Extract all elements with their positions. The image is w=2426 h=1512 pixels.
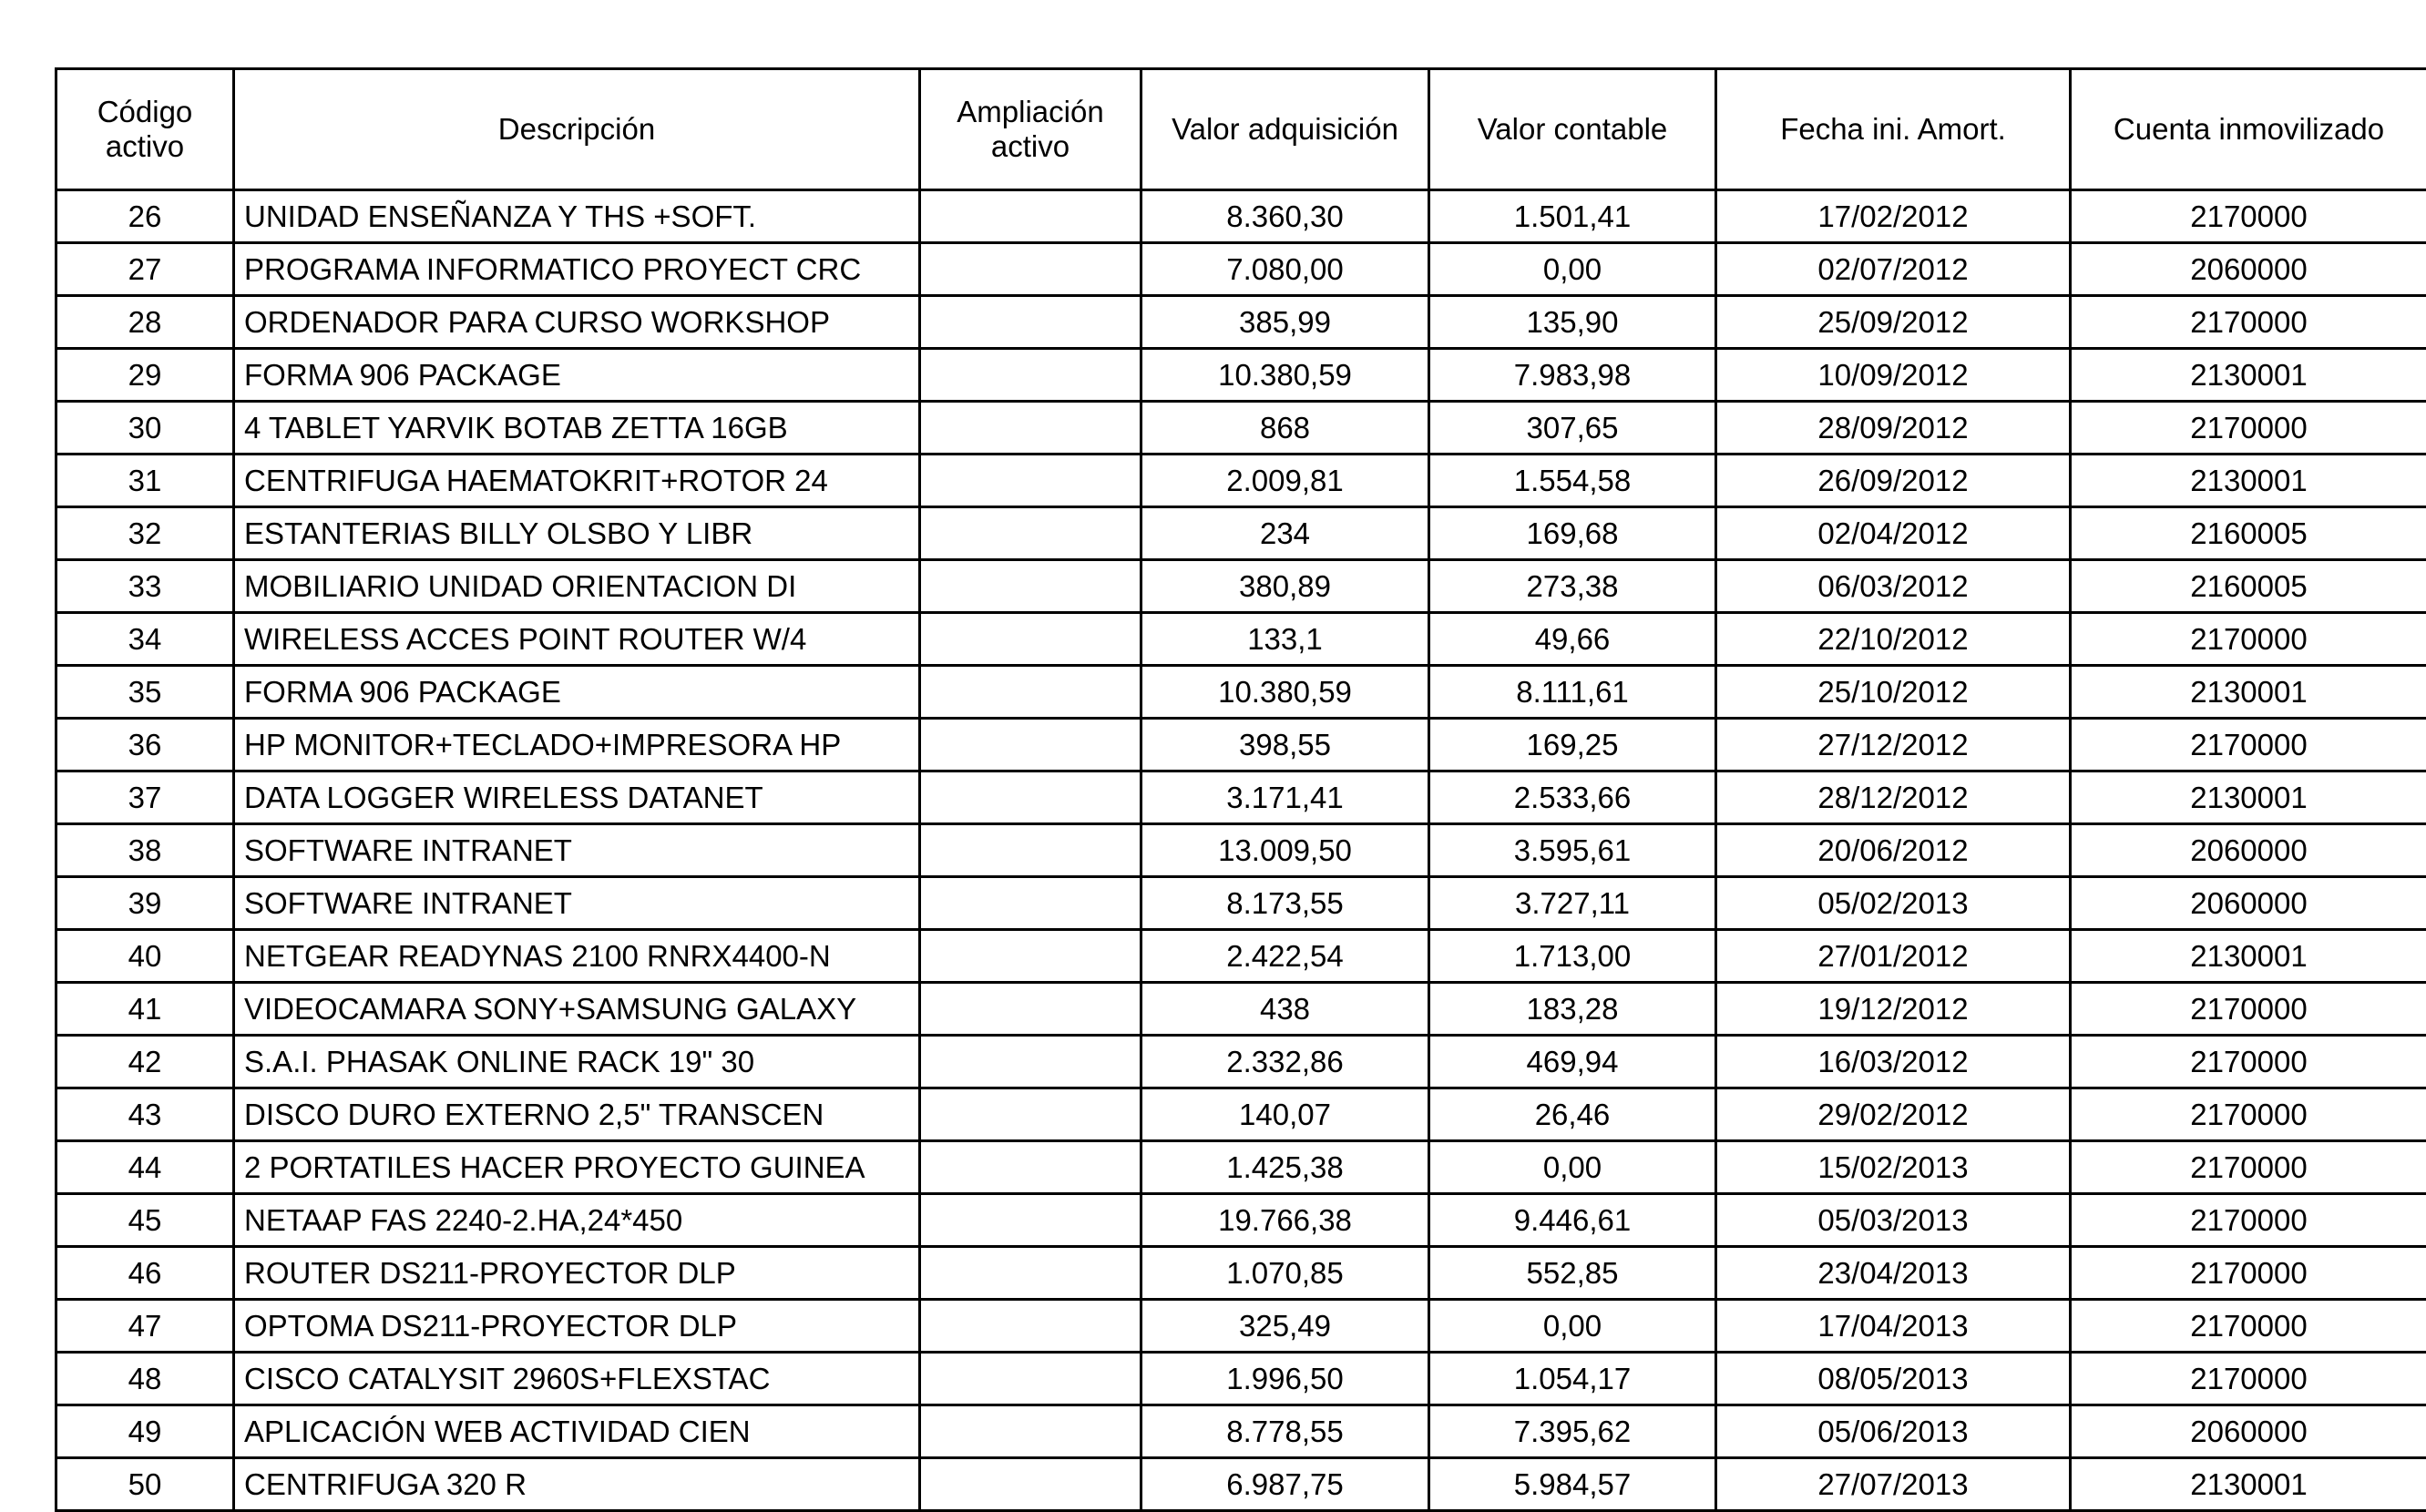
cell-ampliacion-activo (920, 455, 1141, 507)
cell-cuenta-inmovilizado: 2170000 (2071, 613, 2426, 666)
cell-ampliacion-activo (920, 349, 1141, 402)
cell-valor-adquisicion: 8.778,55 (1141, 1405, 1429, 1458)
cell-valor-contable: 552,85 (1429, 1247, 1716, 1300)
cell-valor-adquisicion: 380,89 (1141, 560, 1429, 613)
cell-cuenta-inmovilizado: 2170000 (2071, 1088, 2426, 1141)
cell-fecha-ini-amort: 25/09/2012 (1716, 296, 2071, 349)
cell-valor-contable: 1.054,17 (1429, 1353, 1716, 1405)
cell-codigo-activo: 31 (56, 455, 234, 507)
cell-descripcion: ESTANTERIAS BILLY OLSBO Y LIBR (234, 507, 920, 560)
cell-cuenta-inmovilizado: 2130001 (2071, 771, 2426, 824)
cell-fecha-ini-amort: 29/02/2012 (1716, 1088, 2071, 1141)
cell-valor-adquisicion: 2.422,54 (1141, 930, 1429, 983)
cell-valor-adquisicion: 19.766,38 (1141, 1194, 1429, 1247)
cell-cuenta-inmovilizado: 2060000 (2071, 877, 2426, 930)
cell-valor-contable: 7.983,98 (1429, 349, 1716, 402)
cell-valor-adquisicion: 8.360,30 (1141, 190, 1429, 243)
cell-valor-contable: 1.713,00 (1429, 930, 1716, 983)
cell-cuenta-inmovilizado: 2170000 (2071, 1247, 2426, 1300)
cell-valor-contable: 9.446,61 (1429, 1194, 1716, 1247)
cell-descripcion: HP MONITOR+TECLADO+IMPRESORA HP (234, 719, 920, 771)
cell-fecha-ini-amort: 28/12/2012 (1716, 771, 2071, 824)
cell-ampliacion-activo (920, 613, 1141, 666)
cell-descripcion: PROGRAMA INFORMATICO PROYECT CRC (234, 243, 920, 296)
cell-descripcion: ROUTER DS211-PROYECTOR DLP (234, 1247, 920, 1300)
header-descripcion: Descripción (234, 69, 920, 190)
cell-fecha-ini-amort: 10/09/2012 (1716, 349, 2071, 402)
cell-fecha-ini-amort: 23/04/2013 (1716, 1247, 2071, 1300)
cell-fecha-ini-amort: 02/04/2012 (1716, 507, 2071, 560)
header-row (56, 69, 2426, 190)
table-row (56, 1458, 2426, 1511)
cell-cuenta-inmovilizado: 2130001 (2071, 455, 2426, 507)
cell-descripcion: SOFTWARE INTRANET (234, 877, 920, 930)
header-fecha-ini-amort: Fecha ini. Amort. (1716, 69, 2071, 190)
cell-ampliacion-activo (920, 983, 1141, 1036)
cell-codigo-activo: 46 (56, 1247, 234, 1300)
cell-descripcion: APLICACIÓN WEB ACTIVIDAD CIEN (234, 1405, 920, 1458)
header-valor-contable: Valor contable (1429, 69, 1716, 190)
cell-valor-adquisicion: 3.171,41 (1141, 771, 1429, 824)
cell-cuenta-inmovilizado: 2130001 (2071, 349, 2426, 402)
cell-descripcion: FORMA 906 PACKAGE (234, 349, 920, 402)
cell-fecha-ini-amort: 16/03/2012 (1716, 1036, 2071, 1088)
cell-ampliacion-activo (920, 1141, 1141, 1194)
cell-codigo-activo: 45 (56, 1194, 234, 1247)
cell-fecha-ini-amort: 27/07/2013 (1716, 1458, 2071, 1511)
cell-valor-contable: 135,90 (1429, 296, 1716, 349)
cell-codigo-activo: 30 (56, 402, 234, 455)
cell-cuenta-inmovilizado: 2170000 (2071, 1194, 2426, 1247)
cell-fecha-ini-amort: 02/07/2012 (1716, 243, 2071, 296)
table-row (56, 1405, 2426, 1458)
cell-cuenta-inmovilizado: 2130001 (2071, 1458, 2426, 1511)
cell-valor-adquisicion: 133,1 (1141, 613, 1429, 666)
cell-descripcion: NETGEAR READYNAS 2100 RNRX4400-N (234, 930, 920, 983)
cell-descripcion: NETAAP FAS 2240-2.HA,24*450 (234, 1194, 920, 1247)
table-row (56, 243, 2426, 296)
table-row (56, 1353, 2426, 1405)
cell-ampliacion-activo (920, 243, 1141, 296)
cell-valor-contable: 0,00 (1429, 243, 1716, 296)
cell-valor-contable: 1.554,58 (1429, 455, 1716, 507)
cell-valor-contable: 0,00 (1429, 1300, 1716, 1353)
cell-ampliacion-activo (920, 1247, 1141, 1300)
cell-descripcion: 2 PORTATILES HACER PROYECTO GUINEA (234, 1141, 920, 1194)
cell-codigo-activo: 48 (56, 1353, 234, 1405)
cell-valor-contable: 183,28 (1429, 983, 1716, 1036)
cell-ampliacion-activo (920, 296, 1141, 349)
cell-valor-contable: 26,46 (1429, 1088, 1716, 1141)
cell-valor-adquisicion: 1.996,50 (1141, 1353, 1429, 1405)
header-codigo-activo: Código activo (56, 69, 234, 190)
table-row (56, 719, 2426, 771)
cell-fecha-ini-amort: 22/10/2012 (1716, 613, 2071, 666)
cell-fecha-ini-amort: 19/12/2012 (1716, 983, 2071, 1036)
table-row (56, 983, 2426, 1036)
cell-fecha-ini-amort: 27/01/2012 (1716, 930, 2071, 983)
cell-codigo-activo: 33 (56, 560, 234, 613)
cell-ampliacion-activo (920, 877, 1141, 930)
cell-cuenta-inmovilizado: 2170000 (2071, 983, 2426, 1036)
cell-fecha-ini-amort: 25/10/2012 (1716, 666, 2071, 719)
table-row (56, 349, 2426, 402)
cell-codigo-activo: 43 (56, 1088, 234, 1141)
cell-descripcion: OPTOMA DS211-PROYECTOR DLP (234, 1300, 920, 1353)
cell-valor-contable: 3.595,61 (1429, 824, 1716, 877)
cell-descripcion: DATA LOGGER WIRELESS DATANET (234, 771, 920, 824)
cell-ampliacion-activo (920, 1194, 1141, 1247)
table-row (56, 560, 2426, 613)
cell-cuenta-inmovilizado: 2170000 (2071, 1036, 2426, 1088)
cell-codigo-activo: 44 (56, 1141, 234, 1194)
table-row (56, 507, 2426, 560)
cell-codigo-activo: 39 (56, 877, 234, 930)
cell-cuenta-inmovilizado: 2160005 (2071, 507, 2426, 560)
cell-valor-contable: 5.984,57 (1429, 1458, 1716, 1511)
cell-fecha-ini-amort: 05/03/2013 (1716, 1194, 2071, 1247)
cell-valor-adquisicion: 325,49 (1141, 1300, 1429, 1353)
assets-table (55, 67, 2426, 1512)
cell-valor-adquisicion: 7.080,00 (1141, 243, 1429, 296)
table-row (56, 930, 2426, 983)
table-header (56, 69, 2426, 190)
cell-ampliacion-activo (920, 719, 1141, 771)
cell-cuenta-inmovilizado: 2170000 (2071, 1141, 2426, 1194)
table-row (56, 1247, 2426, 1300)
table-row (56, 824, 2426, 877)
cell-descripcion: MOBILIARIO UNIDAD ORIENTACION DI (234, 560, 920, 613)
cell-fecha-ini-amort: 05/06/2013 (1716, 1405, 2071, 1458)
cell-valor-contable: 307,65 (1429, 402, 1716, 455)
cell-descripcion: UNIDAD ENSEÑANZA Y THS +SOFT. (234, 190, 920, 243)
cell-fecha-ini-amort: 17/04/2013 (1716, 1300, 2071, 1353)
cell-fecha-ini-amort: 20/06/2012 (1716, 824, 2071, 877)
cell-cuenta-inmovilizado: 2060000 (2071, 1405, 2426, 1458)
cell-ampliacion-activo (920, 402, 1141, 455)
cell-valor-adquisicion: 10.380,59 (1141, 349, 1429, 402)
cell-valor-adquisicion: 868 (1141, 402, 1429, 455)
cell-fecha-ini-amort: 08/05/2013 (1716, 1353, 2071, 1405)
cell-ampliacion-activo (920, 1088, 1141, 1141)
cell-valor-contable: 7.395,62 (1429, 1405, 1716, 1458)
cell-cuenta-inmovilizado: 2170000 (2071, 719, 2426, 771)
table-body (56, 190, 2426, 1511)
cell-valor-contable: 3.727,11 (1429, 877, 1716, 930)
cell-valor-adquisicion: 2.009,81 (1141, 455, 1429, 507)
cell-valor-contable: 469,94 (1429, 1036, 1716, 1088)
cell-codigo-activo: 26 (56, 190, 234, 243)
cell-cuenta-inmovilizado: 2170000 (2071, 1353, 2426, 1405)
cell-ampliacion-activo (920, 1353, 1141, 1405)
cell-cuenta-inmovilizado: 2160005 (2071, 560, 2426, 613)
cell-codigo-activo: 35 (56, 666, 234, 719)
table-row (56, 613, 2426, 666)
cell-cuenta-inmovilizado: 2130001 (2071, 666, 2426, 719)
cell-descripcion: ORDENADOR PARA CURSO WORKSHOP (234, 296, 920, 349)
cell-codigo-activo: 34 (56, 613, 234, 666)
cell-fecha-ini-amort: 05/02/2013 (1716, 877, 2071, 930)
cell-valor-adquisicion: 398,55 (1141, 719, 1429, 771)
cell-codigo-activo: 27 (56, 243, 234, 296)
cell-codigo-activo: 50 (56, 1458, 234, 1511)
table-row (56, 455, 2426, 507)
table-row (56, 1194, 2426, 1247)
cell-descripcion: CENTRIFUGA HAEMATOKRIT+ROTOR 24 (234, 455, 920, 507)
cell-codigo-activo: 49 (56, 1405, 234, 1458)
cell-descripcion: SOFTWARE INTRANET (234, 824, 920, 877)
cell-codigo-activo: 37 (56, 771, 234, 824)
cell-valor-contable: 8.111,61 (1429, 666, 1716, 719)
cell-cuenta-inmovilizado: 2130001 (2071, 930, 2426, 983)
cell-ampliacion-activo (920, 930, 1141, 983)
cell-fecha-ini-amort: 06/03/2012 (1716, 560, 2071, 613)
cell-valor-contable: 0,00 (1429, 1141, 1716, 1194)
cell-valor-contable: 49,66 (1429, 613, 1716, 666)
cell-codigo-activo: 29 (56, 349, 234, 402)
cell-codigo-activo: 28 (56, 296, 234, 349)
table-row (56, 666, 2426, 719)
cell-fecha-ini-amort: 17/02/2012 (1716, 190, 2071, 243)
cell-cuenta-inmovilizado: 2170000 (2071, 190, 2426, 243)
cell-ampliacion-activo (920, 1458, 1141, 1511)
cell-cuenta-inmovilizado: 2060000 (2071, 824, 2426, 877)
cell-valor-adquisicion: 1.070,85 (1141, 1247, 1429, 1300)
cell-valor-contable: 273,38 (1429, 560, 1716, 613)
cell-valor-adquisicion: 6.987,75 (1141, 1458, 1429, 1511)
cell-valor-contable: 2.533,66 (1429, 771, 1716, 824)
cell-ampliacion-activo (920, 1300, 1141, 1353)
cell-ampliacion-activo (920, 560, 1141, 613)
cell-ampliacion-activo (920, 771, 1141, 824)
cell-descripcion: FORMA 906 PACKAGE (234, 666, 920, 719)
cell-valor-contable: 1.501,41 (1429, 190, 1716, 243)
cell-ampliacion-activo (920, 190, 1141, 243)
header-cuenta-inmovilizado: Cuenta inmovilizado (2071, 69, 2426, 190)
cell-valor-adquisicion: 13.009,50 (1141, 824, 1429, 877)
cell-valor-adquisicion: 1.425,38 (1141, 1141, 1429, 1194)
cell-valor-contable: 169,68 (1429, 507, 1716, 560)
cell-descripcion: 4 TABLET YARVIK BOTAB ZETTA 16GB (234, 402, 920, 455)
cell-ampliacion-activo (920, 507, 1141, 560)
cell-fecha-ini-amort: 15/02/2013 (1716, 1141, 2071, 1194)
cell-fecha-ini-amort: 28/09/2012 (1716, 402, 2071, 455)
cell-descripcion: WIRELESS ACCES POINT ROUTER W/4 (234, 613, 920, 666)
cell-cuenta-inmovilizado: 2170000 (2071, 296, 2426, 349)
cell-codigo-activo: 38 (56, 824, 234, 877)
table-row (56, 1036, 2426, 1088)
cell-codigo-activo: 47 (56, 1300, 234, 1353)
cell-descripcion: CISCO CATALYSIT 2960S+FLEXSTAC (234, 1353, 920, 1405)
table-row (56, 1141, 2426, 1194)
cell-valor-adquisicion: 8.173,55 (1141, 877, 1429, 930)
cell-codigo-activo: 36 (56, 719, 234, 771)
table-row (56, 877, 2426, 930)
cell-ampliacion-activo (920, 1036, 1141, 1088)
cell-codigo-activo: 40 (56, 930, 234, 983)
cell-ampliacion-activo (920, 824, 1141, 877)
cell-descripcion: DISCO DURO EXTERNO 2,5" TRANSCEN (234, 1088, 920, 1141)
cell-codigo-activo: 41 (56, 983, 234, 1036)
cell-ampliacion-activo (920, 1405, 1141, 1458)
cell-cuenta-inmovilizado: 2060000 (2071, 243, 2426, 296)
cell-descripcion: S.A.I. PHASAK ONLINE RACK 19" 30 (234, 1036, 920, 1088)
cell-valor-adquisicion: 385,99 (1141, 296, 1429, 349)
cell-descripcion: CENTRIFUGA 320 R (234, 1458, 920, 1511)
cell-fecha-ini-amort: 27/12/2012 (1716, 719, 2071, 771)
cell-ampliacion-activo (920, 666, 1141, 719)
cell-valor-adquisicion: 438 (1141, 983, 1429, 1036)
cell-codigo-activo: 42 (56, 1036, 234, 1088)
cell-codigo-activo: 32 (56, 507, 234, 560)
table-row (56, 1300, 2426, 1353)
cell-cuenta-inmovilizado: 2170000 (2071, 402, 2426, 455)
header-valor-adquisicion: Valor adquisición (1141, 69, 1429, 190)
cell-valor-adquisicion: 10.380,59 (1141, 666, 1429, 719)
cell-cuenta-inmovilizado: 2170000 (2071, 1300, 2426, 1353)
cell-valor-adquisicion: 140,07 (1141, 1088, 1429, 1141)
cell-valor-adquisicion: 2.332,86 (1141, 1036, 1429, 1088)
table-row (56, 190, 2426, 243)
cell-valor-contable: 169,25 (1429, 719, 1716, 771)
table-row (56, 1088, 2426, 1141)
cell-fecha-ini-amort: 26/09/2012 (1716, 455, 2071, 507)
table-row (56, 402, 2426, 455)
cell-descripcion: VIDEOCAMARA SONY+SAMSUNG GALAXY (234, 983, 920, 1036)
header-ampliacion-activo: Ampliación activo (920, 69, 1141, 190)
cell-valor-adquisicion: 234 (1141, 507, 1429, 560)
table-row (56, 296, 2426, 349)
table-row (56, 771, 2426, 824)
